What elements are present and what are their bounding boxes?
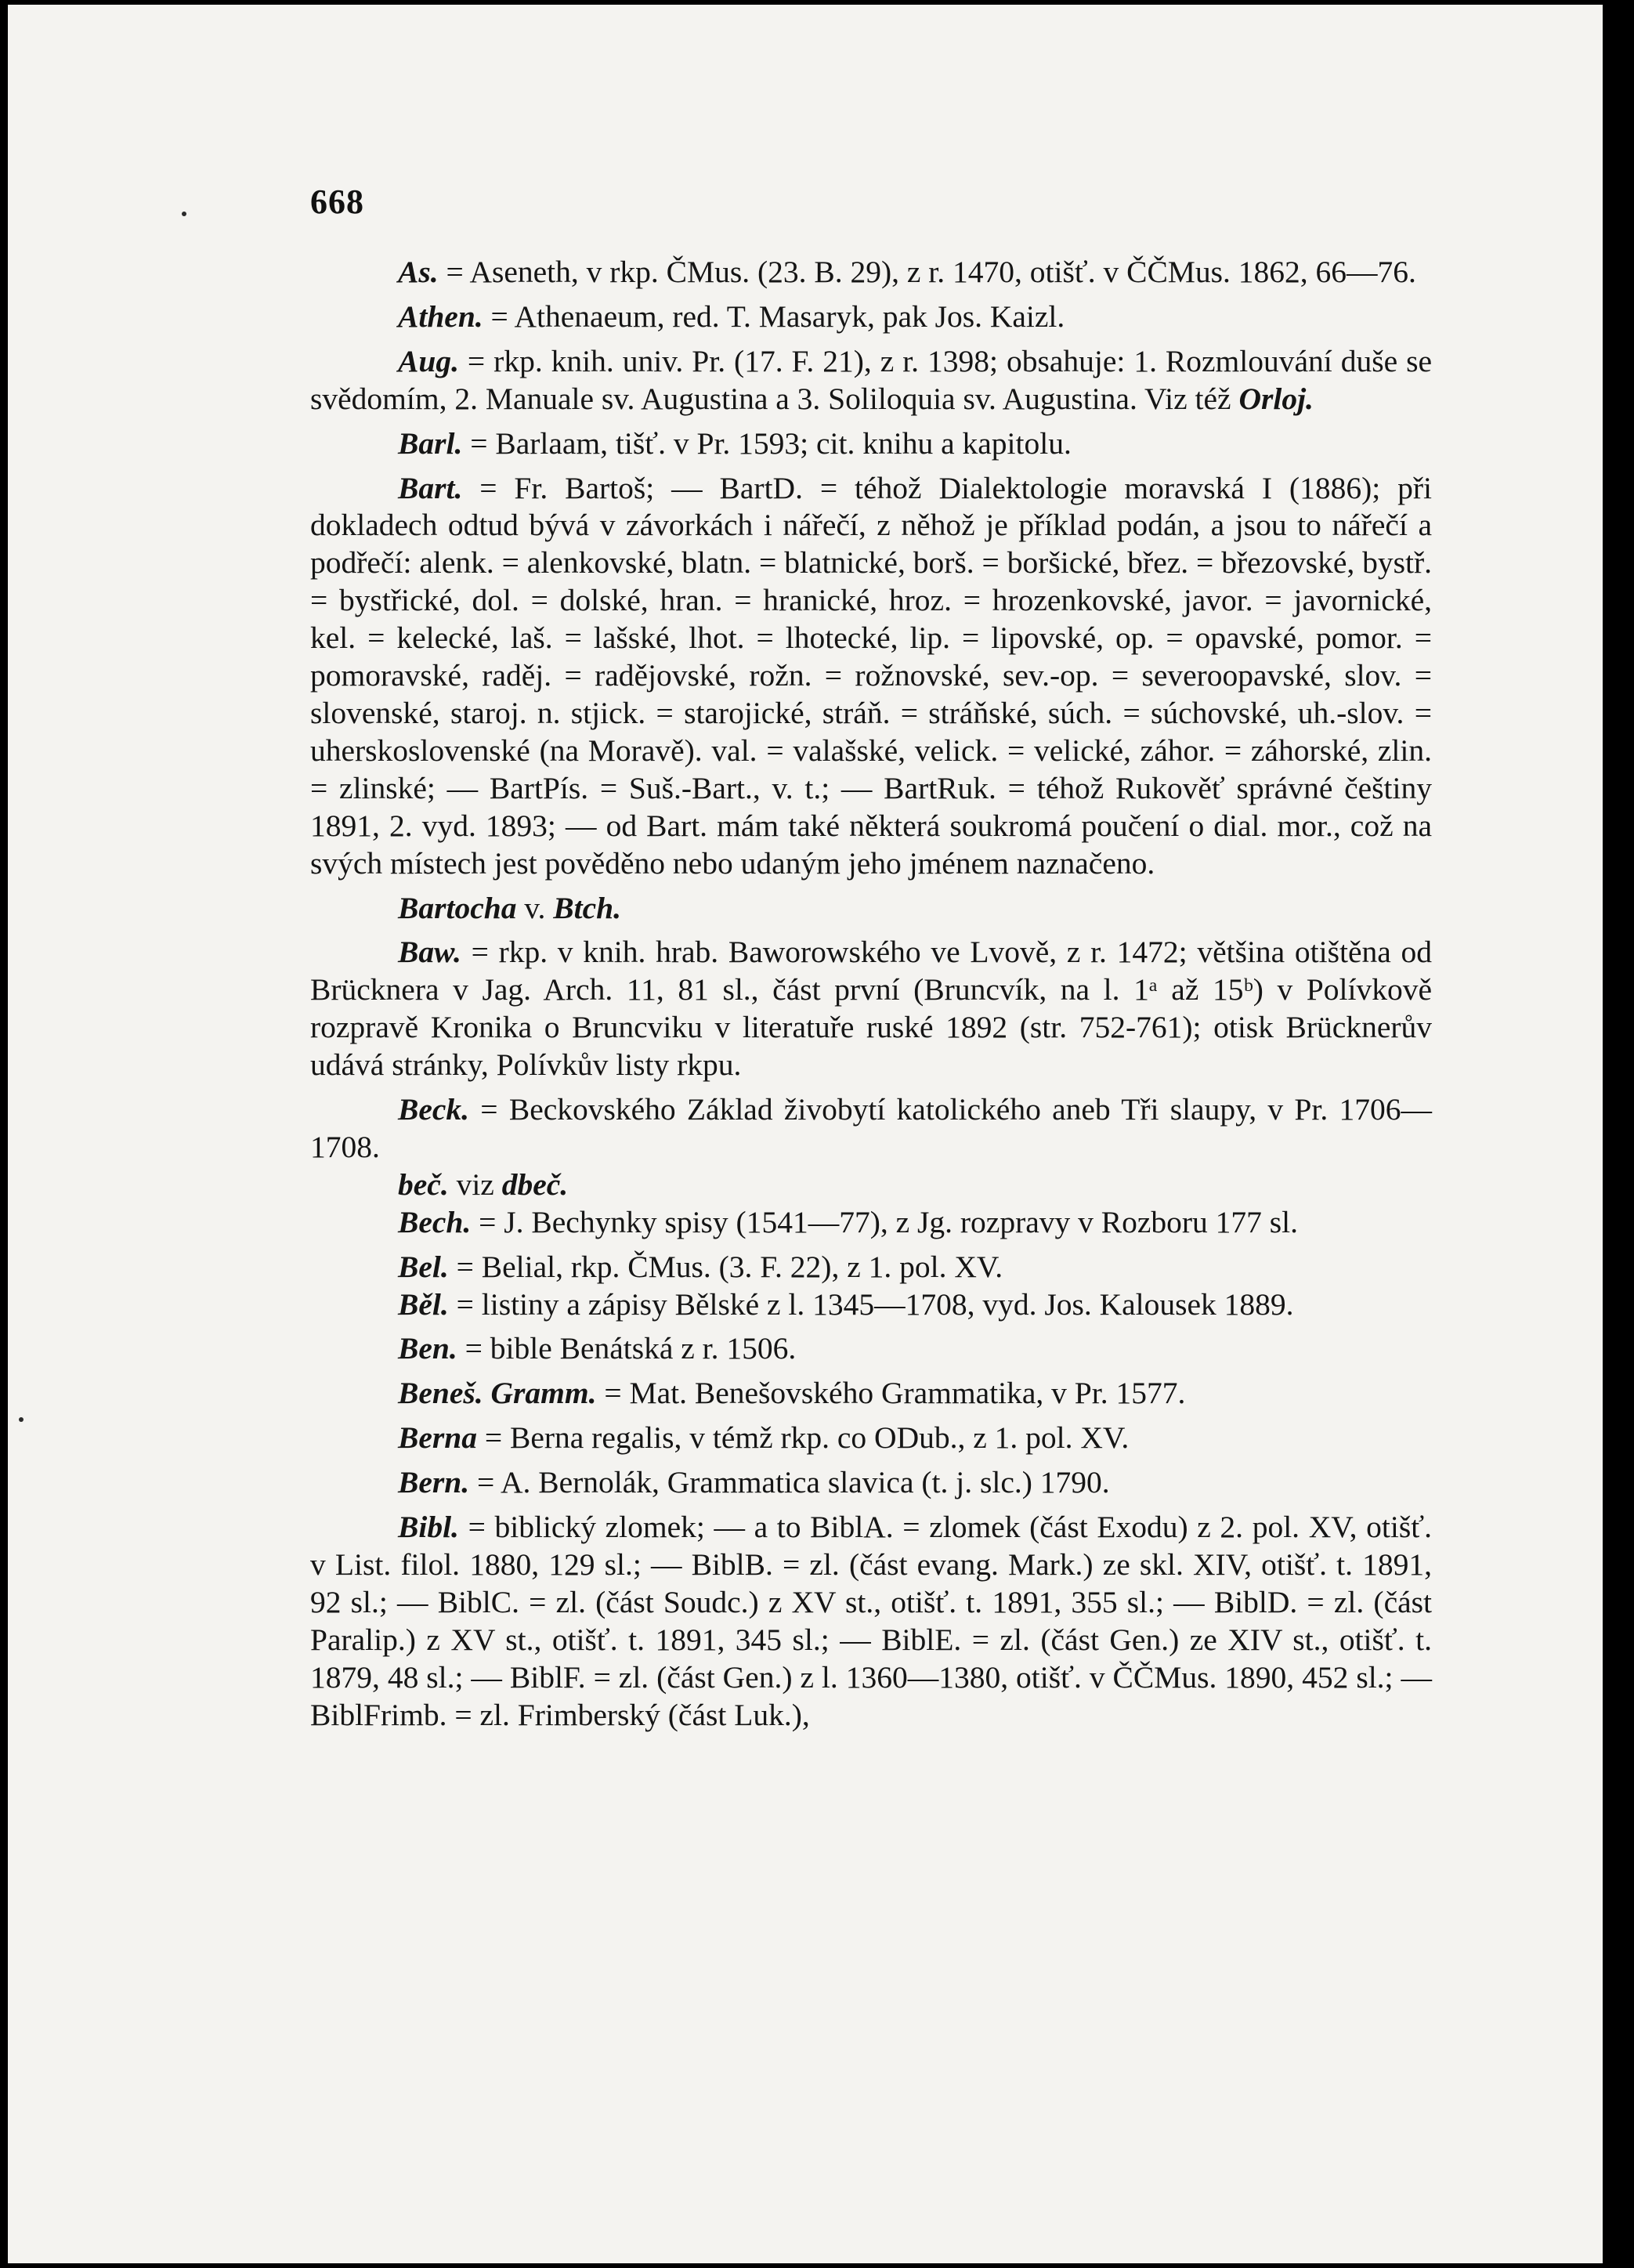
entry-definition: = Berna regalis, v témž rkp. co ODub., z 1. pol. XV. (476, 1420, 1130, 1456)
entry-abbreviation: Ben. (398, 1331, 457, 1366)
entry-definition: = Athenaeum, red. T. Masaryk, pak Jos. Kaizl. (483, 298, 1065, 334)
entry-abbreviation: Athen. (398, 298, 483, 334)
entry-abbreviation: Bech. (398, 1204, 472, 1239)
entry-cross-reference: dbeč. (501, 1167, 569, 1202)
book-page (8, 5, 1603, 2263)
entry-aug (310, 343, 1432, 418)
entry-definition: = Barlaam, tišť. v Pr. 1593; cit. knihu a kapitolu. (462, 425, 1072, 461)
entry-definition: viz (448, 1167, 502, 1202)
entry-athen (310, 298, 1432, 336)
dictionary-abbreviation-list (310, 254, 1432, 1742)
entry-abbreviation: Berna (398, 1420, 477, 1456)
entry-abbreviation: Barl. (398, 425, 463, 461)
entry-baw (310, 934, 1432, 1084)
entry-definition: = Mat. Benešovského Grammatika, v Pr. 1577. (596, 1376, 1186, 1411)
entry-abbreviation: Bel. (398, 1249, 449, 1284)
entry-bibl (310, 1509, 1432, 1734)
entry-definition: = listiny a zápisy Bělské z l. 1345—1708, vyd. Jos. Kalousek 1889. (448, 1286, 1294, 1322)
scan-speck (182, 212, 186, 216)
entry-bel-listiny (310, 1286, 1432, 1324)
entry-abbreviation: Bart. (398, 470, 463, 505)
entry-definition: = rkp. v knih. hrab. Baworowského ve Lvově, z r. 1472; většina otištěna od Brücknera v Jag. Arch. 11, 81 sl., část první (Bruncvík, na l. 1ᵃ až 15ᵇ) v Polívkově rozpravě Kronika o Bruncviku v literatuře ruské 1892 (str. 752-761); otisk Brücknerův udává stránky, Polívkův listy rkpu. (310, 935, 1432, 1083)
entry-cross-reference: Orloj. (1238, 381, 1314, 416)
entry-bech (310, 1204, 1432, 1242)
entry-benes-gramm (310, 1375, 1432, 1413)
entry-abbreviation: Bern. (398, 1465, 470, 1500)
entry-abbreviation: Bibl. (398, 1510, 459, 1545)
entry-definition: = Beckovského Základ živobytí katolického aneb Tři slaupy, v Pr. 1706—1708. (310, 1092, 1432, 1164)
entry-bern (310, 1464, 1432, 1502)
entry-definition: = J. Bechynky spisy (1541—77), z Jg. rozpravy v Rozboru 177 sl. (471, 1204, 1299, 1239)
entry-bec (310, 1167, 1432, 1204)
entry-barl (310, 425, 1432, 463)
entry-as (310, 254, 1432, 291)
entry-abbreviation: Baw. (398, 935, 461, 970)
entry-bel (310, 1249, 1432, 1286)
entry-berna (310, 1420, 1432, 1457)
entry-bartocha (310, 890, 1432, 928)
entry-bart (310, 470, 1432, 883)
entry-definition: = biblický zlomek; — a to BiblA. = zlomek (část Exodu) z 2. pol. XV, otišť. v List. filol. 1880, 129 sl.; — BiblB. = zl. (část evang. Mark.) ze skl. XIV, otišť. t. 1891, 92 sl.; — BiblC. = zl. (část Soudc.) z XV st., otišť. t. 1891, 355 sl.; — BiblD. = zl. (část Paralip.) z XV st., otišť. t. 1891, 345 sl.; — BiblE. = zl. (část Gen.) ze XIV st., otišť. t. 1879, 48 sl.; — BiblF. = zl. (část Gen.) z l. 1360—1380, otišť. v ČČMus. 1890, 452 sl.; — BiblFrimb. = zl. Frimberský (část Luk.), (310, 1510, 1432, 1732)
entry-definition: = Fr. Bartoš; — BartD. = téhož Dialektologie moravská I (1886); při dokladech odtud bývá v závorkách i nářečí, z něhož je příklad podán, a jsou to nářečí a podřečí: alenk. = alenkovské, blatn. = blatnické, borš. = boršické, břez. = březovské, bystř. = bystřické, dol. = dolské, hran. = hranické, hroz. = hrozenkovské, javor. = javornické, kel. = kelecké, laš. = lašské, lhot. = lhotecké, lip. = lipovské, op. = opavské, pomor. = pomoravské, raděj. = radějovské, rožn. = rožnovské, sev.-op. = severoopavské, slov. = slovenské, staroj. n. stjick. = starojické, stráň. = stráňské, súch. = súchovské, uh.-slov. = uherskoslovenské (na Moravě). val. = valašské, velick. = velické, záhor. = záhorské, zlin. = zlinské; — BartPís. = Suš.-Bart., v. t.; — BartRuk. = téhož Rukověť správné češtiny 1891, 2. vyd. 1893; — od Bart. mám také některá soukromá poučení o dial. mor., což na svých místech jest pověděno nebo udaným jeho jménem naznačeno. (310, 470, 1432, 881)
scan-speck (19, 1417, 23, 1422)
entry-cross-reference: Btch. (553, 890, 621, 925)
entry-definition: = rkp. knih. univ. Pr. (17. F. 21), z r. 1398; obsahuje: 1. Rozmlouvání duše se svědomím, 2. Manuale sv. Augustina a 3. Soliloquia sv. Augustina. Viz též (310, 343, 1432, 416)
entry-definition: = A. Bernolák, Grammatica slavica (t. j. slc.) 1790. (469, 1465, 1110, 1500)
entry-abbreviation: Beneš. Gramm. (398, 1376, 597, 1411)
entry-abbreviation: Aug. (398, 343, 459, 378)
entry-abbreviation: As. (398, 255, 439, 289)
entry-definition: = bible Benátská z r. 1506. (457, 1331, 797, 1366)
page-number: 668 (310, 183, 364, 221)
entry-ben (310, 1330, 1432, 1368)
entry-abbreviation: beč. (398, 1167, 449, 1202)
entry-definition: v. (516, 890, 554, 925)
entry-definition: = Aseneth, v rkp. ČMus. (23. B. 29), z r. 1470, otišť. v ČČMus. 1862, 66—76. (438, 255, 1416, 289)
entry-abbreviation: Běl. (398, 1286, 449, 1322)
entry-abbreviation: Bartocha (398, 890, 517, 925)
entry-definition: = Belial, rkp. ČMus. (3. F. 22), z 1. pol. XV. (448, 1249, 1003, 1284)
entry-abbreviation: Beck. (398, 1092, 470, 1127)
entry-beck (310, 1091, 1432, 1167)
